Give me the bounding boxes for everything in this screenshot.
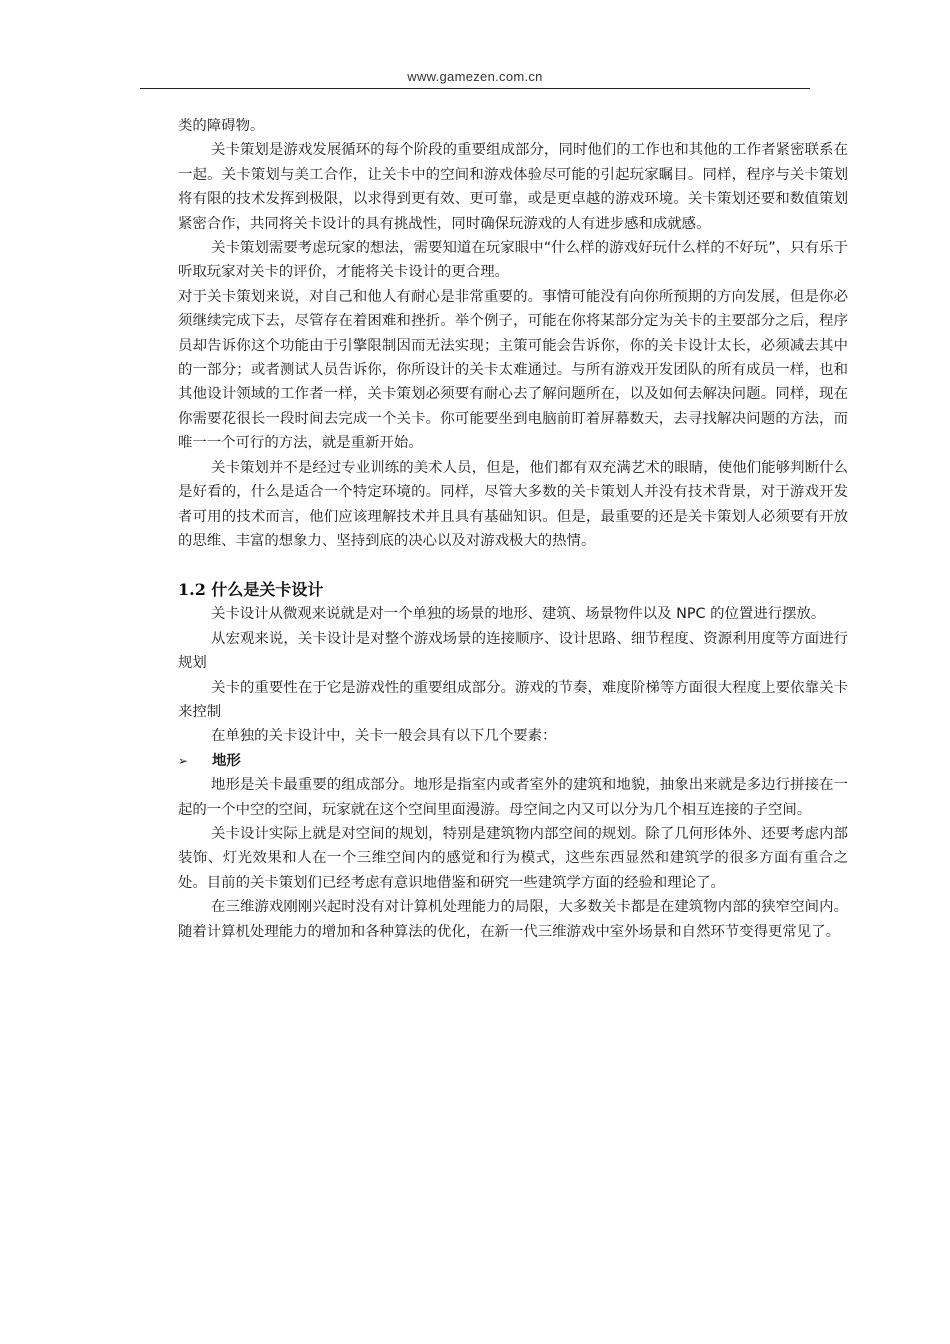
paragraph: 从宏观来说，关卡设计是对整个游戏场景的连接顺序、设计思路、细节程度、资源利用度等方面进行规划 <box>178 630 848 672</box>
paragraph: 在三维游戏刚刚兴起时没有对计算机处理能力的局限，大多数关卡都是在建筑物内部的狭窄空间内。随着计算机处理能力的增加和各种算法的优化，在新一代三维游戏中室外场景和自然环节变得更常见了。 <box>178 899 848 940</box>
paragraph: 对于关卡策划来说，对自己和他人有耐心是非常重要的。事情可能没有向你所预期的方向发展，但是你必须继续完成下去，尽管存在着困难和挫折。举个例子，可能在你将某部分定为关卡的主要部分之后，程序员却告诉你这个功能由于引擎限制因而无法实现；主策可能会告诉你，你的关卡设计太长，必须减去其中的一部分；或者测试人员告诉你，你所设计的关卡太难通过。与所有游戏开发团队的所有成员一样，也和其他设计领域的工作者一样，关卡策划必须要有耐心去了解问题所在，以及如何去解决问题。同样，现在你需要花很长一段时间去完成一个关卡。你可能要坐到电脑前盯着屏幕数天，去寻找解决问题的方法，而唯一一个可行的方法，就是重新开始。 <box>178 288 848 452</box>
paragraph: 关卡设计从微观来说就是对一个单独的场景的地形、建筑、场景物件以及 NPC 的位置进行摆放。 <box>211 606 826 623</box>
paragraph: 关卡策划需要考虑玩家的想法，需要知道在玩家眼中“什么样的游戏好玩什么样的不好玩”，只有乐于听取玩家对关卡的评价，才能将关卡设计的更合理。 <box>178 240 848 281</box>
paragraph: 关卡的重要性在于它是游戏性的重要组成部分。游戏的节奏，难度阶梯等方面很大程度上要依靠关卡来控制 <box>178 679 848 720</box>
page-header <box>140 66 810 89</box>
bullet-label: 地形 <box>212 752 241 769</box>
paragraph: 关卡设计实际上就是对空间的规划，特别是建筑物内部空间的规划。除了几何形体外、还要考虑内部装饰、灯光效果和人在一个三维空间内的感觉和行为模式，这些东西显然和建筑学的很多方面有重合之处。目前的关卡策划们已经考虑有意识地借鉴和研究一些建筑学方面的经验和理论了。 <box>178 825 848 891</box>
paragraph: 关卡策划并不是经过专业训练的美术人员，但是，他们都有双充满艺术的眼睛，使他们能够判断什么是好看的，什么是适合一个特定环境的。同样，尽管大多数的关卡策划人并没有技术背景，对于游戏开发者可用的技术而言，他们应该理解技术并且具有基础知识。但是，最重要的还是关卡策划人必须要有开放的思维、丰富的想象力、坚持到底的决心以及对游戏极大的热情。 <box>178 459 848 549</box>
bullet-item-terrain <box>178 749 848 773</box>
document-body <box>178 114 848 944</box>
header-url: www.gamezen.com.cn <box>407 69 543 84</box>
paragraph-continuation: 类的障碍物。 <box>178 118 265 134</box>
paragraph: 地形是关卡最重要的组成部分。地形是指室内或者室外的建筑和地貌，抽象出来就是多边行拼接在一起的一个中空的空间，玩家就在这个空间里面漫游。母空间之内又可以分为几个相互连接的子空间。 <box>178 777 848 818</box>
arrow-bullet-icon: ➢ <box>178 753 189 768</box>
section-heading: 1.2 什么是关卡设计 <box>178 580 324 600</box>
paragraph: 在单独的关卡设计中，关卡一般会具有以下几个要素： <box>211 728 557 745</box>
paragraph: 关卡策划是游戏发展循环的每个阶段的重要组成部分，同时他们的工作也和其他的工作者紧密联系在一起。关卡策划与美工合作，让关卡中的空间和游戏体验尽可能的引起玩家瞩目。同样，程序与关卡策划将有限的技术发挥到极限，以求得到更有效、更可靠，或是更卓越的游戏环境。关卡策划还要和数值策划紧密合作，共同将关卡设计的具有挑战性，同时确保玩游戏的人有进步感和成就感。 <box>178 142 848 232</box>
